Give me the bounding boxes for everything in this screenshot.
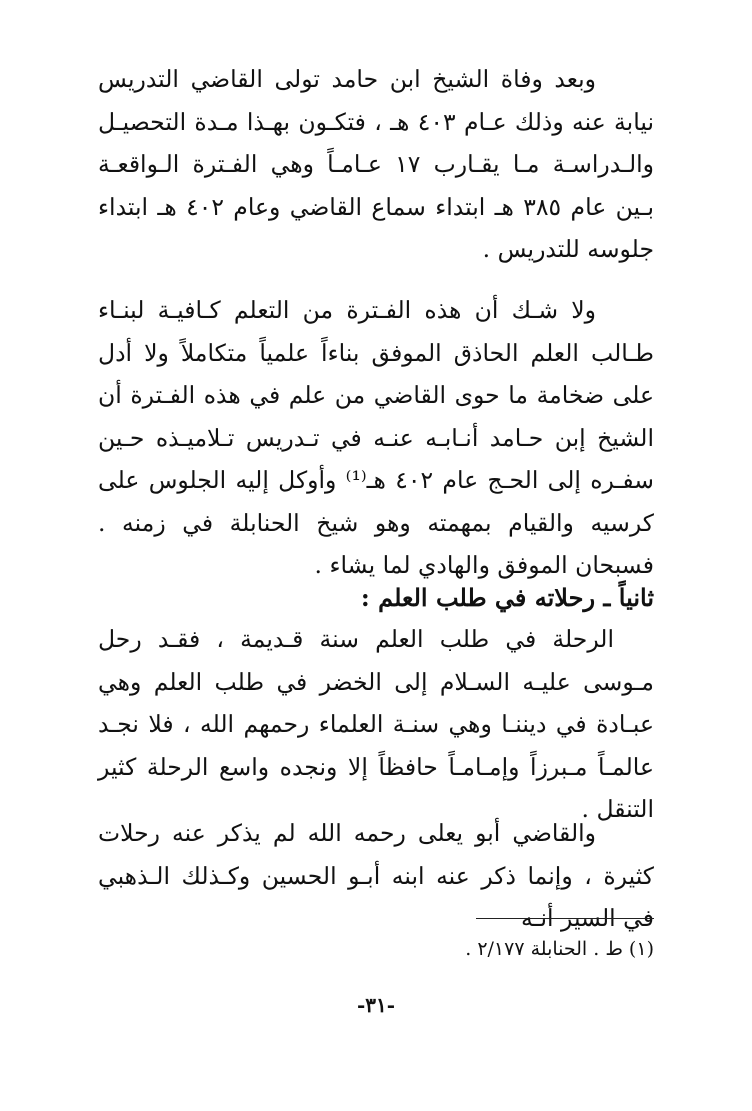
paragraph-2 bbox=[98, 289, 654, 587]
footnote-divider bbox=[476, 918, 654, 919]
paragraph-text: وبعد وفاة الشيخ ابن حامد تولى القاضي التدريس نيابة عنه وذلك عـام ٤٠٣ هـ ، فتكـون بهـذا مـدة التحصيـل والـدراسـة مـا يقـارب ١٧ عـامـاً وهي الفـترة الـواقعـة بـين عام ٣٨٥ هـ ابتداء سماع القاضي وعام ٤٠٢ هـ ابتداء جلوسه للتدريس . bbox=[98, 65, 655, 263]
footnote: (١) ط . الحنابلة ٢/١٧٧ . bbox=[465, 938, 654, 960]
paragraph-text: والقاضي أبو يعلى رحمه الله لم يذكر عنه رحلات كثيرة ، وإنما ذكر عنه ابنه أبـو الحسين وكـذلك الـذهبي في السير أنـه bbox=[98, 819, 654, 932]
paragraph-text: الرحلة في طلب العلم سنة قـديمة ، فقـد رحل مـوسى عليـه السـلام إلى الخضر في طلب العلم وهي عبـادة في ديننـا وهي سنـة العلماء رحمهم الله ، فلا نجـد عالمـاً مـبرزاً وإمـامـاً حافظاً إلا ونجده واسع الرحلة كثير التنقل . bbox=[98, 625, 654, 823]
page-number: -٣١- bbox=[356, 993, 396, 1017]
paragraph-1 bbox=[98, 58, 654, 271]
section-heading: ثانياً ـ رحلاته في طلب العلم : bbox=[360, 583, 654, 612]
section-paragraph-1 bbox=[98, 618, 654, 831]
paragraph-text: ولا شـك أن هذه الفـترة من التعلم كـافيـة لبنـاء طـالب العلم الحاذق الموفق بناءاً علمياً متكاملاً ولا أدل على ضخامة ما حوى القاضي من علم في هذه الفـترة أن الشيخ إبن حـامد أنـابـه عنـه في تـدريس تـلاميـذه حـين سفـره إلى الحـج عام ٤٠٢ هـ⁽¹⁾ وأوكل إليه الجلوس على كرسيه والقيام بمهمته وهو شيخ الحنابلة في زمنه . فسبحان الموفق والهادي لما يشاء . bbox=[98, 296, 654, 579]
section-paragraph-2 bbox=[98, 812, 654, 940]
